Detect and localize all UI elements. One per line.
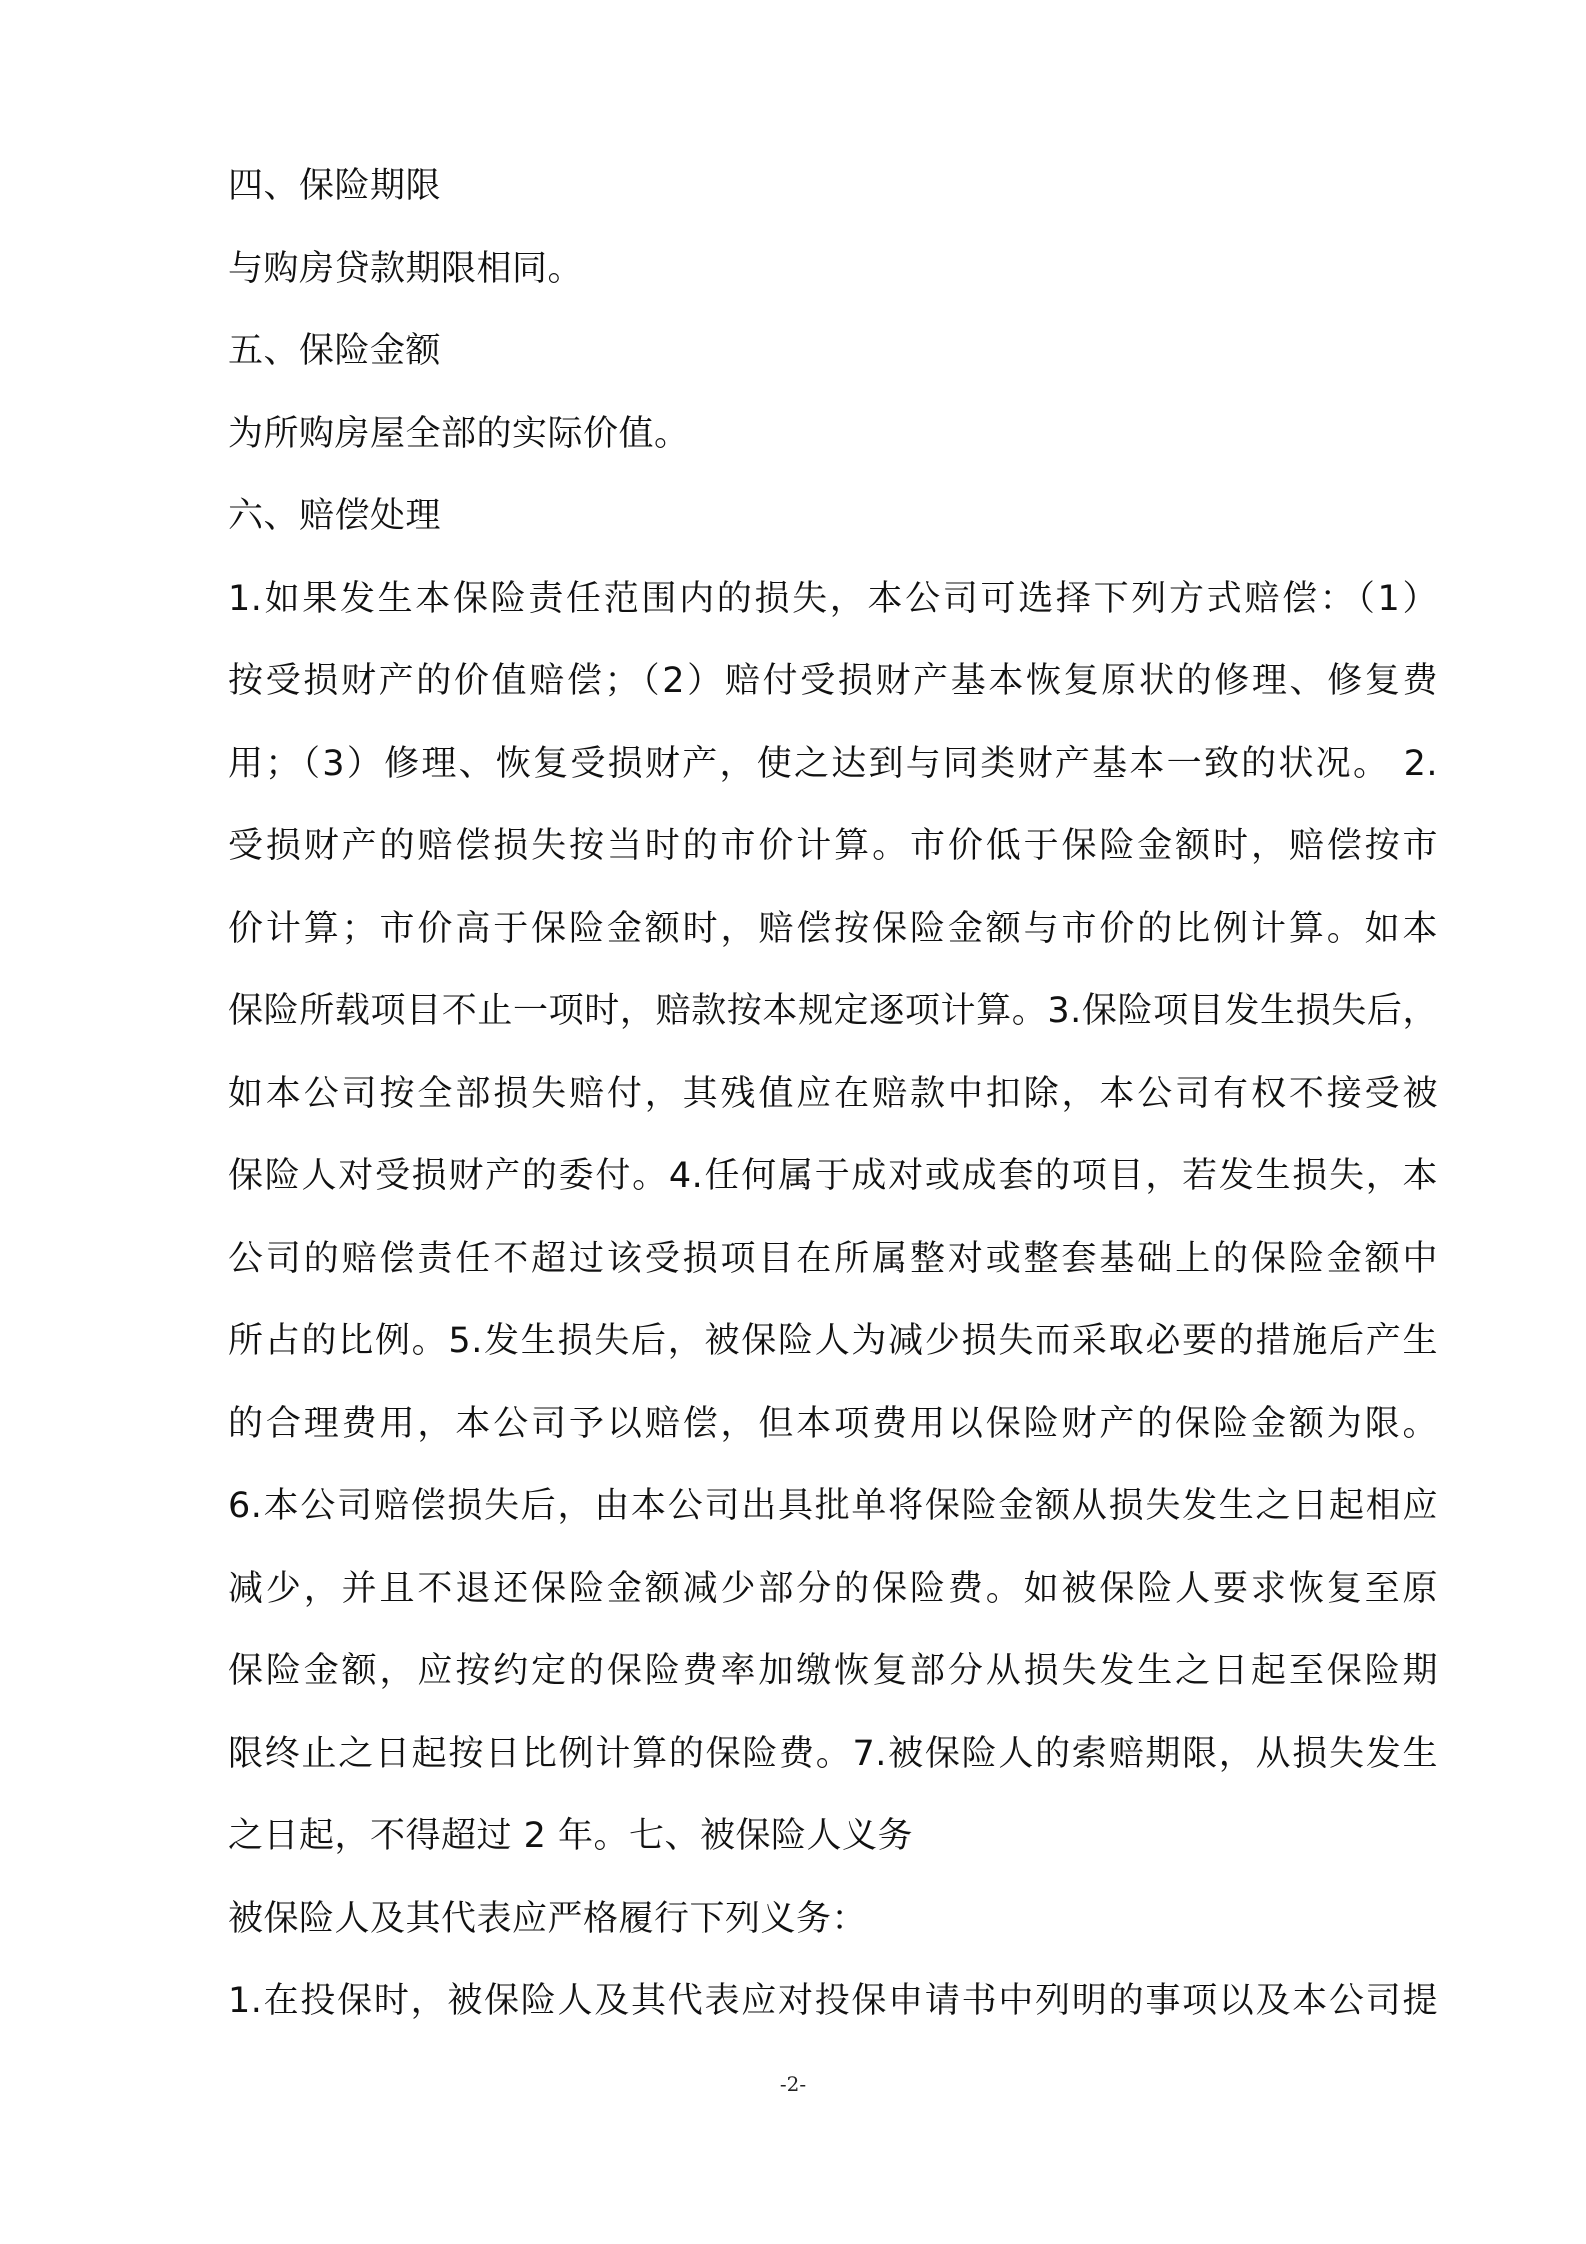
paragraph-line: 6.本公司赔偿损失后，由本公司出具批单将保险金额从损失发生之日起相应 (228, 1486, 1438, 1526)
paragraph-line: 所占的比例。5.发生损失后，被保险人为减少损失而采取必要的措施后产生 (228, 1321, 1438, 1361)
section-heading-insured-amount: 五、保险金额 (228, 331, 442, 371)
paragraph-line: 受损财产的赔偿损失按当时的市价计算。市价低于保险金额时，赔偿按市 (228, 826, 1438, 866)
paragraph-line: 限终止之日起按日比例计算的保险费。7.被保险人的索赔期限，从损失发生 (228, 1733, 1438, 1774)
paragraph-line: 公司的赔偿责任不超过该受损项目在所属整对或整套基础上的保险金额中 (228, 1238, 1438, 1279)
paragraph-line: 如本公司按全部损失赔付，其残值应在赔款中扣除，本公司有权不接受被 (228, 1073, 1438, 1114)
page-number: -2- (779, 2072, 807, 2096)
section-heading-claims-handling: 六、赔偿处理 (228, 496, 442, 536)
paragraph-line: 保险所载项目不止一项时，赔款按本规定逐项计算。3.保险项目发生损失后， (228, 991, 1438, 1031)
paragraph-line: 保险金额，应按约定的保险费率加缴恢复部分从损失发生之日起至保险期 (228, 1651, 1438, 1691)
paragraph-line: 1.如果发生本保险责任范围内的损失，本公司可选择下列方式赔偿：（1） (228, 578, 1438, 619)
paragraph-line: 与购房贷款期限相同。 (228, 248, 584, 289)
paragraph-line: 保险人对受损财产的委付。4.任何属于成对或成套的项目，若发生损失，本 (228, 1156, 1438, 1196)
paragraph-line: 的合理费用，本公司予以赔偿，但本项费用以保险财产的保险金额为限。 (228, 1403, 1438, 1444)
paragraph-line: 减少，并且不退还保险金额减少部分的保险费。如被保险人要求恢复至原 (228, 1568, 1438, 1609)
paragraph-line: 被保险人及其代表应严格履行下列义务： (228, 1898, 868, 1939)
paragraph-line: 为所购房屋全部的实际价值。 (228, 413, 690, 454)
paragraph-line: 用；（3）修理、恢复受损财产，使之达到与同类财产基本一致的状况。 2. (228, 743, 1438, 784)
document-body (228, 145, 1438, 2043)
section-heading-insurance-period: 四、保险期限 (228, 166, 442, 206)
paragraph-line: 按受损财产的价值赔偿；（2）赔付受损财产基本恢复原状的修理、修复费 (228, 661, 1438, 701)
paragraph-line: 1.在投保时，被保险人及其代表应对投保申请书中列明的事项以及本公司提 (228, 1981, 1438, 2021)
paragraph-line: 价计算；市价高于保险金额时，赔偿按保险金额与市价的比例计算。如本 (228, 908, 1438, 949)
paragraph-line: 之日起，不得超过 2 年。七、被保险人义务 (228, 1816, 914, 1856)
